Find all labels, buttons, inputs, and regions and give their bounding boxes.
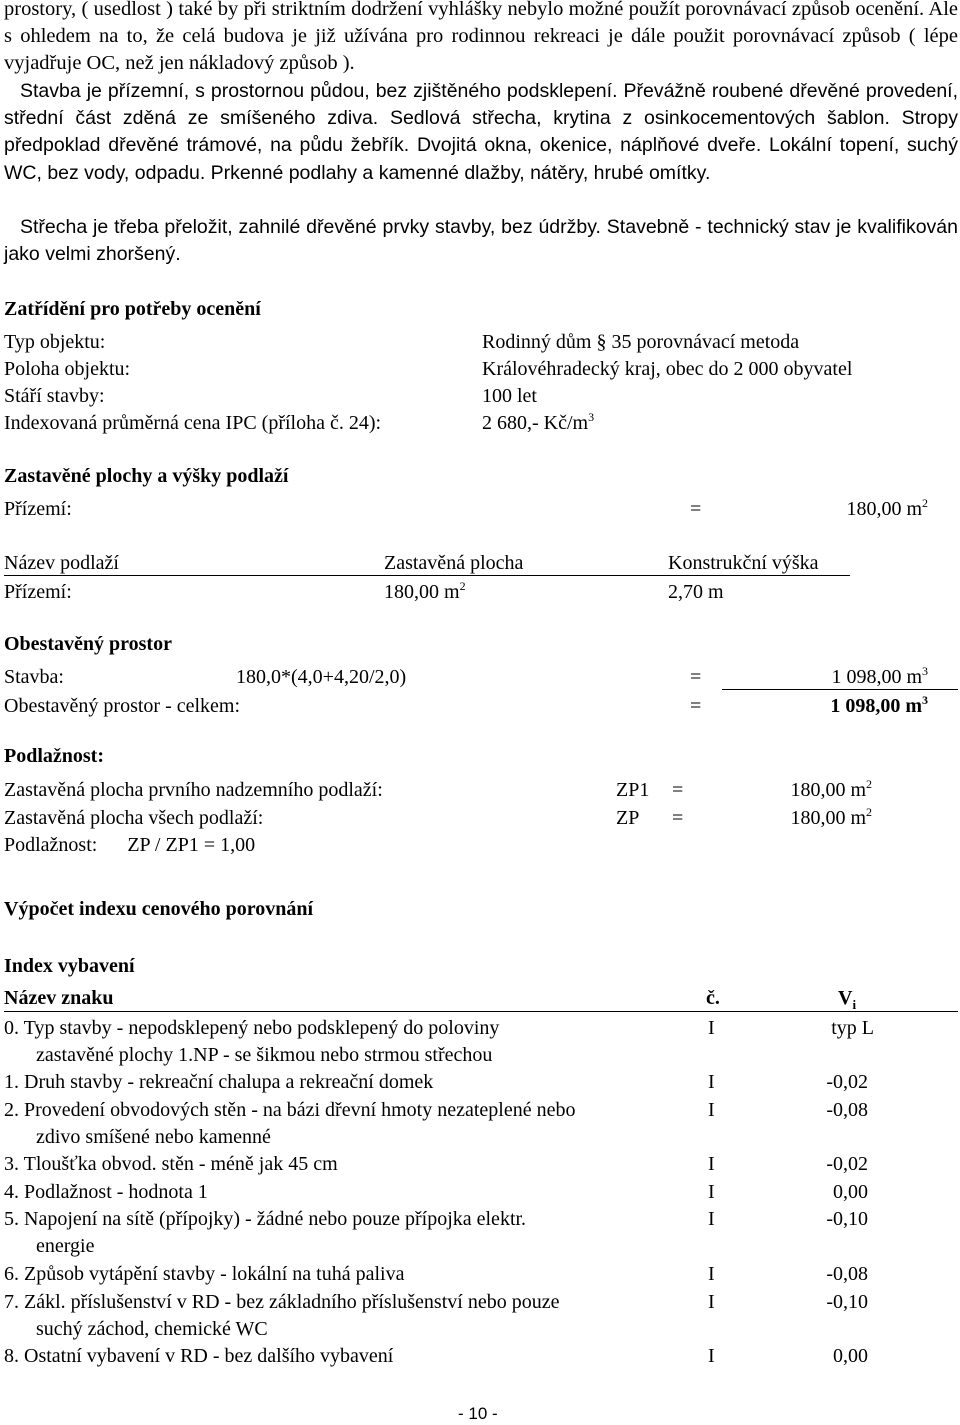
feature-8-value: 0,00 xyxy=(833,1345,868,1367)
age-label: Stáří stavby: xyxy=(4,385,105,407)
building-label: Stavba: xyxy=(4,666,64,688)
feature-4-number: I xyxy=(708,1181,715,1203)
feature-2-line2: zdivo smíšené nebo kamenné xyxy=(36,1126,271,1148)
total-volume-label: Obestavěný prostor - celkem: xyxy=(4,695,241,717)
object-type-value: Rodinný dům § 35 porovnávací metoda xyxy=(482,331,800,353)
feature-5-line1: 5. Napojení na sítě (přípojky) - žádné nebo pouze přípojka elektr. xyxy=(4,1208,527,1230)
feature-7-number: I xyxy=(708,1291,715,1313)
intro-text-3: Střecha je třeba přeložit, zahnilé dřevěné prvky stavby, bez údržby. Stavebně - technický stav je kvalifikován jako velmi zhoršený. xyxy=(4,216,958,266)
table-header-divider xyxy=(4,575,850,576)
building-volume-text: 1 098,00 m xyxy=(831,666,922,688)
intro-paragraph-1 xyxy=(4,0,958,78)
enclosed-space-heading: Obestavěný prostor xyxy=(4,633,172,655)
col-number: č. xyxy=(706,987,720,1009)
feature-1-line1: 1. Druh stavby - rekreační chalupa a rekreační domek xyxy=(4,1071,434,1093)
ground-floor-area-exponent: 2 xyxy=(922,496,928,510)
floor-ratio-heading: Podlažnost: xyxy=(4,745,104,767)
feature-0-line1: 0. Typ stavby - nepodsklepený nebo podsklepený do poloviny xyxy=(4,1017,500,1039)
sum-divider xyxy=(722,689,958,690)
feature-0-number: I xyxy=(708,1017,715,1039)
feature-6-number: I xyxy=(708,1263,715,1285)
object-type-label: Typ objektu: xyxy=(4,331,106,353)
total-volume-exponent: 3 xyxy=(922,693,928,707)
floor-row-area xyxy=(384,580,466,604)
ground-floor-area-text: 180,00 m xyxy=(846,498,922,520)
age-value: 100 let xyxy=(482,385,537,407)
index-calc-heading: Výpočet indexu cenového porovnání xyxy=(4,898,314,920)
intro-paragraph-3 xyxy=(4,214,958,268)
location-value: Královéhradecký kraj, obec do 2 000 obyvatel xyxy=(482,358,853,380)
location-label: Poloha objektu: xyxy=(4,358,131,380)
col-built-area: Zastavěná plocha xyxy=(384,552,524,574)
feature-1-value: -0,02 xyxy=(826,1071,868,1093)
zp-code: ZP xyxy=(616,807,640,829)
floor-row-area-exponent: 2 xyxy=(459,579,466,593)
classification-heading: Zatřídění pro potřeby ocenění xyxy=(4,298,261,320)
page-number: - 10 - xyxy=(458,1404,498,1423)
feature-2-number: I xyxy=(708,1099,715,1121)
ground-floor-area xyxy=(846,497,928,521)
zp-value xyxy=(790,806,872,830)
feature-4-value: 0,00 xyxy=(833,1181,868,1203)
feature-3-line1: 3. Tloušťka obvod. stěn - méně jak 45 cm xyxy=(4,1153,338,1175)
feature-4-line1: 4. Podlažnost - hodnota 1 xyxy=(4,1181,208,1203)
feature-0-line2: zastavěné plochy 1.NP - se šikmou nebo strmou střechou xyxy=(36,1044,493,1066)
feature-6-value: -0,08 xyxy=(826,1263,868,1285)
col-feature-name: Název znaku xyxy=(4,987,114,1009)
building-volume xyxy=(831,665,928,689)
ipc-unit-exponent: 3 xyxy=(588,410,595,424)
floor-row-name: Přízemí: xyxy=(4,581,72,603)
ipc-value xyxy=(482,411,594,435)
col-floor-name: Název podlaží xyxy=(4,552,119,574)
feature-8-line1: 8. Ostatní vybavení v RD - bez dalšího vybavení xyxy=(4,1345,394,1367)
zp1-label: Zastavěná plocha prvního nadzemního podlaží: xyxy=(4,779,383,801)
col-construction-height: Konstrukční výška xyxy=(668,552,819,574)
zp1-value-exponent: 2 xyxy=(866,777,872,791)
ipc-value-text: 2 680,- Kč/m xyxy=(482,412,589,434)
total-volume-equals: = xyxy=(690,695,702,717)
ground-floor-label: Přízemí: xyxy=(4,498,72,520)
floor-row-height: 2,70 m xyxy=(668,581,724,603)
intro-paragraph-2 xyxy=(4,78,958,187)
feature-7-line2: suchý záchod, chemické WC xyxy=(36,1318,268,1340)
zp-value-exponent: 2 xyxy=(866,805,872,819)
col-value-subscript: i xyxy=(852,997,857,1012)
ipc-label: Indexovaná průměrná cena IPC (příloha č. 24): xyxy=(4,412,382,434)
building-formula: 180,0*(4,0+4,20/2,0) xyxy=(236,666,407,688)
feature-5-value: -0,10 xyxy=(826,1208,868,1230)
zp1-value xyxy=(790,778,872,802)
building-equals: = xyxy=(690,666,702,688)
feature-3-value: -0,02 xyxy=(826,1153,868,1175)
feature-5-line2: energie xyxy=(36,1235,95,1257)
zp1-equals: = xyxy=(672,779,684,801)
feature-7-line1: 7. Zákl. příslušenství v RD - bez základního příslušenství nebo pouze xyxy=(4,1291,560,1313)
zp1-value-text: 180,00 m xyxy=(790,779,866,801)
floor-row-area-text: 180,00 m xyxy=(384,581,460,603)
intro-text-1: prostory, ( usedlost ) také by při striktním dodržení vyhlášky nebylo možné použít porovnávací způsob ocenění. Ale s ohledem na to, že celá budova je již užívána pro rodinnou rekreaci je dále použit porovnávací způsob ( lépe vyjadřuje OC, než jen nákladový způsob ). xyxy=(4,0,958,75)
col-value-text: V xyxy=(838,987,853,1009)
feature-8-number: I xyxy=(708,1345,715,1367)
features-header-divider xyxy=(4,1011,958,1012)
zp-value-text: 180,00 m xyxy=(790,807,866,829)
feature-6-line1: 6. Způsob vytápění stavby - lokální na tuhá paliva xyxy=(4,1263,405,1285)
total-volume-value xyxy=(830,694,928,718)
feature-1-number: I xyxy=(708,1071,715,1093)
ground-floor-equals: = xyxy=(690,498,702,520)
total-volume-value-text: 1 098,00 m xyxy=(830,695,922,717)
zp1-code: ZP1 xyxy=(616,779,650,801)
built-area-heading: Zastavěné plochy a výšky podlaží xyxy=(4,465,289,487)
feature-5-number: I xyxy=(708,1208,715,1230)
floor-ratio-result: Podlažnost: ZP / ZP1 = 1,00 xyxy=(4,834,256,856)
feature-0-value: typ L xyxy=(831,1017,874,1039)
feature-2-value: -0,08 xyxy=(826,1099,868,1121)
feature-2-line1: 2. Provedení obvodových stěn - na bázi dřevní hmoty nezateplené nebo xyxy=(4,1099,576,1121)
feature-3-number: I xyxy=(708,1153,715,1175)
feature-7-value: -0,10 xyxy=(826,1291,868,1313)
intro-text-2: Stavba je přízemní, s prostornou půdou, bez zjištěného podsklepení. Převážně roubené dřevěné provedení, střední část zděná ze smíšeného zdiva. Sedlová střecha, krytina z osinkocementových šablon. Stropy předpoklad dřevěné trámové, na půdu žebřík. Dvojitá okna, okenice, náplňové dveře. Lokální topení, suchý WC, bez vody, odpadu. Prkenné podlahy a kamenné dlažby, nátěry, hrubé omítky. xyxy=(4,80,958,184)
equipment-index-heading: Index vybavení xyxy=(4,955,135,977)
building-volume-exponent: 3 xyxy=(922,664,928,678)
col-value xyxy=(838,986,856,1017)
zp-equals: = xyxy=(672,807,684,829)
zp-label: Zastavěná plocha všech podlaží: xyxy=(4,807,264,829)
